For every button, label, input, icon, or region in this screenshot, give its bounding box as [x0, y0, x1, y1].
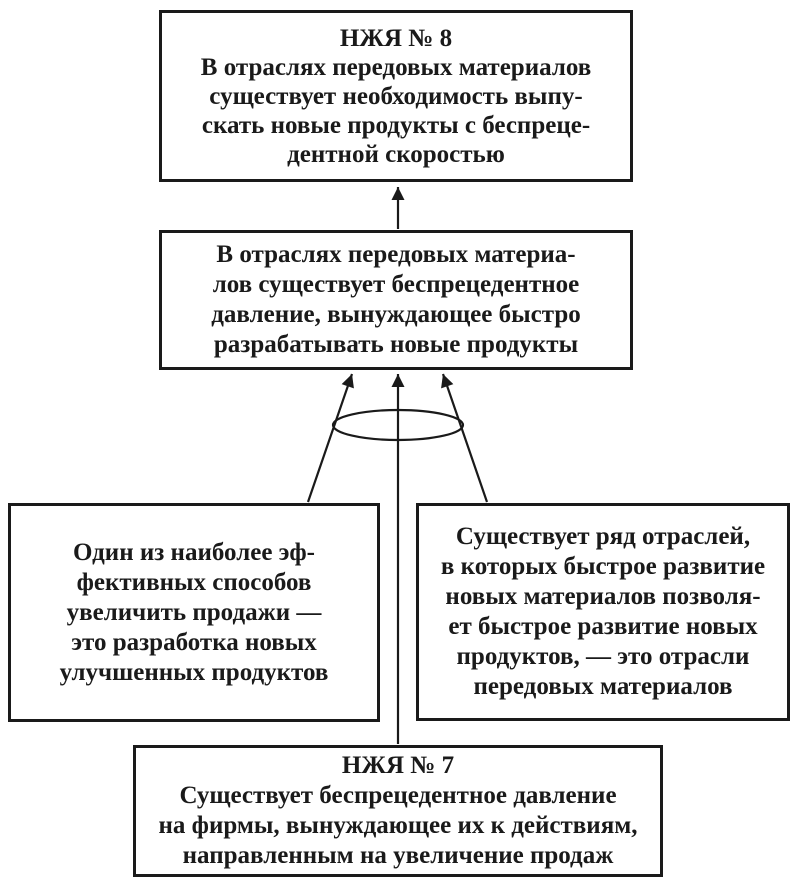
pressure-box [159, 230, 633, 370]
right-cause-box [416, 503, 790, 721]
and-junction-ellipse [333, 410, 463, 440]
pressure-text: В отраслях передовых материа- лов существует беспрецедентное давление, вынуждающее быстро разрабатывать новые продукты [211, 241, 581, 358]
ude-8-text: НЖЯ № 8 В отраслях передовых материалов существует необходимость выпу- скать новые продукты с беспреце- дентной скоростью [200, 24, 592, 168]
arrow-cause-right-to-pressure [443, 374, 487, 502]
right-cause-text: Существует ряд отраслей, в которых быстрое развитие новых материалов позволя- ет быстрое развитие новых продуктов, — это отрасли передовых материалов [440, 523, 766, 700]
left-cause-text: Один из наиболее эф- фективных способов увеличить продажи — это разработка новых улучшенных продуктов [59, 538, 329, 686]
ude-7-box [133, 745, 663, 877]
left-cause-box [8, 503, 380, 722]
ude-7-text: НЖЯ № 7 Существует беспрецедентное давление на фирмы, вынуждающее их к действиям, направленным на увеличение продаж [158, 752, 638, 869]
arrow-cause-left-to-pressure [308, 374, 352, 502]
ude-8-box [159, 10, 633, 182]
